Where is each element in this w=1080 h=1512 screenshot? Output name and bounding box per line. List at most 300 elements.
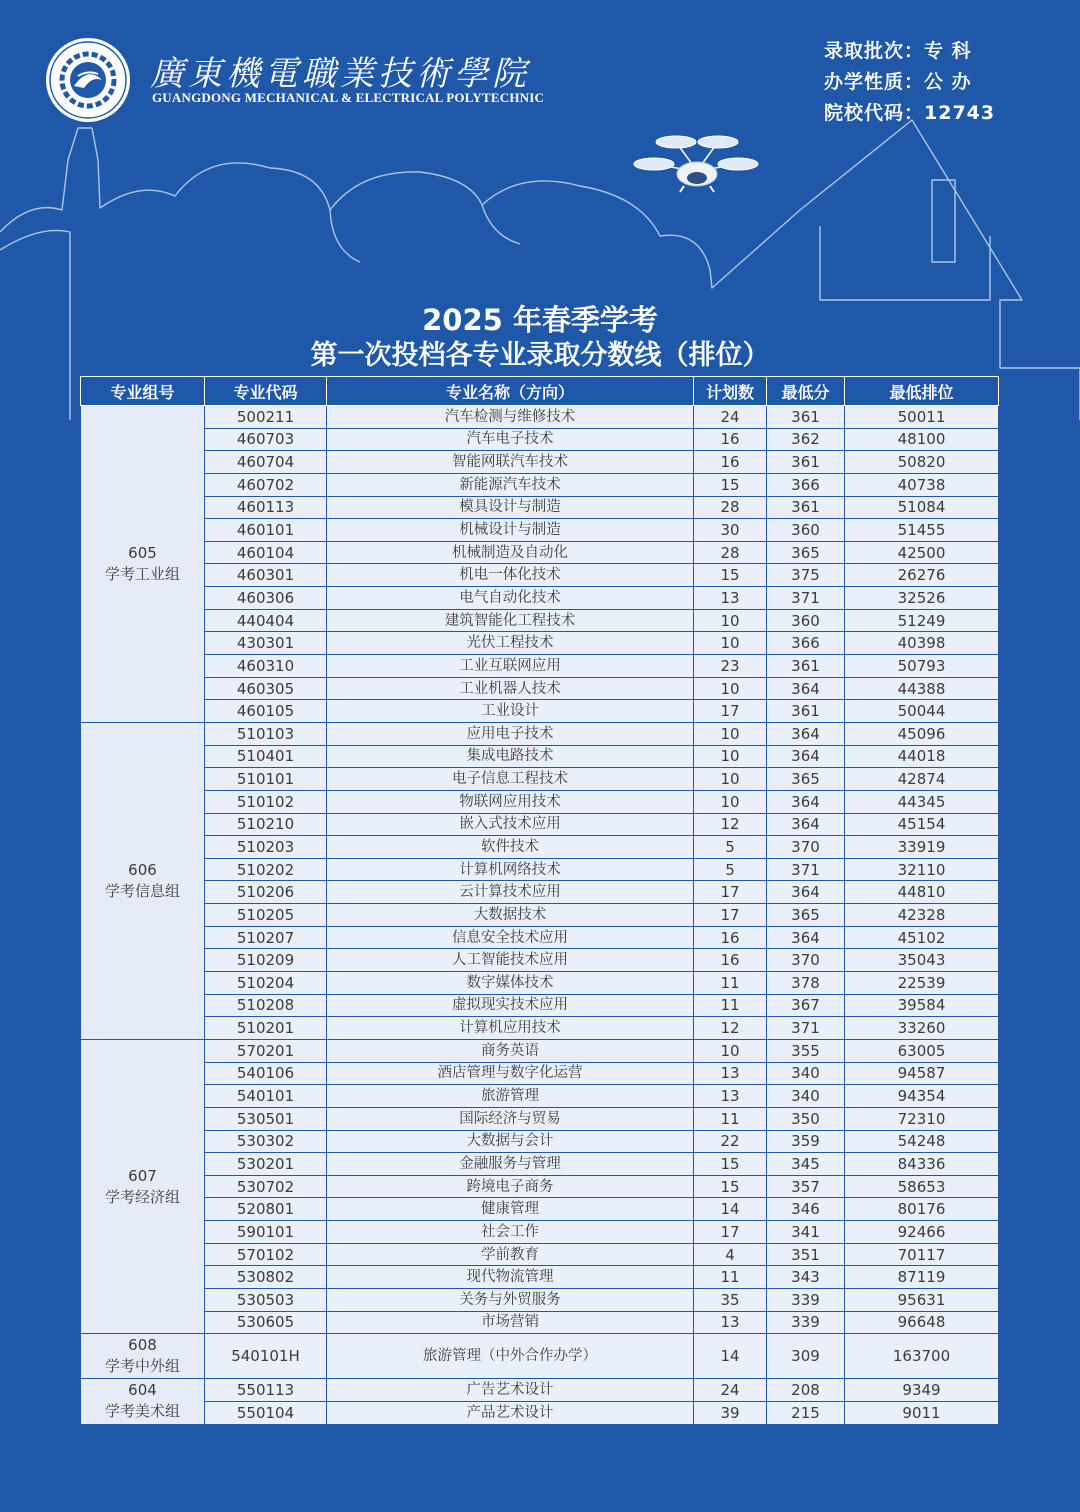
plan-count-cell: 17 <box>694 881 767 904</box>
min-score-cell: 355 <box>767 1039 845 1062</box>
table-row <box>81 994 999 1017</box>
min-rank-cell: 44388 <box>845 677 999 700</box>
major-name-cell: 健康管理 <box>327 1198 694 1221</box>
header-group-code: 专业组号 <box>81 377 205 406</box>
min-score-cell: 365 <box>767 904 845 927</box>
group-code: 605 <box>128 543 157 562</box>
table-row <box>81 1311 999 1334</box>
major-code-cell: 550113 <box>205 1379 327 1402</box>
plan-count-cell: 10 <box>694 677 767 700</box>
plan-count-cell: 24 <box>694 406 767 429</box>
min-rank-cell: 51249 <box>845 609 999 632</box>
min-rank-cell: 32110 <box>845 858 999 881</box>
min-score-cell: 351 <box>767 1243 845 1266</box>
min-score-cell: 364 <box>767 813 845 836</box>
min-rank-cell: 9349 <box>845 1379 999 1402</box>
major-name-cell: 云计算技术应用 <box>327 881 694 904</box>
plan-count-cell: 30 <box>694 519 767 542</box>
min-score-cell: 350 <box>767 1107 845 1130</box>
group-name: 学考工业组 <box>104 564 180 583</box>
table-row <box>81 1085 999 1108</box>
plan-count-cell: 11 <box>694 1107 767 1130</box>
min-score-cell: 364 <box>767 745 845 768</box>
group-name: 学考美术组 <box>104 1402 180 1421</box>
min-rank-cell: 45096 <box>845 722 999 745</box>
admission-info-block <box>824 36 995 129</box>
min-rank-cell: 94587 <box>845 1062 999 1085</box>
table-row <box>81 858 999 881</box>
header-major-code: 专业代码 <box>205 377 327 406</box>
major-name-cell: 汽车电子技术 <box>327 428 694 451</box>
min-rank-cell: 44810 <box>845 881 999 904</box>
min-score-cell: 370 <box>767 836 845 859</box>
major-code-cell: 510209 <box>205 949 327 972</box>
min-rank-cell: 92466 <box>845 1221 999 1244</box>
min-score-cell: 364 <box>767 722 845 745</box>
min-score-cell: 367 <box>767 994 845 1017</box>
plan-count-cell: 16 <box>694 451 767 474</box>
code-value: 12743 <box>924 102 996 124</box>
table-row <box>81 587 999 610</box>
plan-count-cell: 28 <box>694 496 767 519</box>
min-score-cell: 365 <box>767 541 845 564</box>
major-code-cell: 460704 <box>205 451 327 474</box>
major-code-cell: 460310 <box>205 655 327 678</box>
major-code-cell: 510204 <box>205 972 327 995</box>
major-name-cell: 集成电路技术 <box>327 745 694 768</box>
major-code-cell: 590101 <box>205 1221 327 1244</box>
group-code: 604 <box>128 1381 157 1400</box>
min-rank-cell: 42874 <box>845 768 999 791</box>
table-row <box>81 1288 999 1311</box>
min-score-cell: 361 <box>767 406 845 429</box>
min-score-cell: 366 <box>767 473 845 496</box>
min-score-cell: 309 <box>767 1334 845 1379</box>
major-code-cell: 520801 <box>205 1198 327 1221</box>
group-name: 学考经济组 <box>104 1187 180 1206</box>
table-row <box>81 1379 999 1402</box>
table-row <box>81 1130 999 1153</box>
min-rank-cell: 51455 <box>845 519 999 542</box>
major-code-cell: 500211 <box>205 406 327 429</box>
min-rank-cell: 42500 <box>845 541 999 564</box>
major-code-cell: 540106 <box>205 1062 327 1085</box>
plan-count-cell: 12 <box>694 1017 767 1040</box>
major-name-cell: 机械设计与制造 <box>327 519 694 542</box>
min-rank-cell: 45154 <box>845 813 999 836</box>
min-score-cell: 362 <box>767 428 845 451</box>
plan-count-cell: 11 <box>694 1266 767 1289</box>
table-row <box>81 1039 999 1062</box>
plan-count-cell: 10 <box>694 790 767 813</box>
major-name-cell: 计算机网络技术 <box>327 858 694 881</box>
table-row <box>81 1401 999 1424</box>
min-score-cell: 364 <box>767 926 845 949</box>
major-code-cell: 510103 <box>205 722 327 745</box>
plan-count-cell: 15 <box>694 1153 767 1176</box>
major-code-cell: 460702 <box>205 473 327 496</box>
plan-count-cell: 10 <box>694 745 767 768</box>
major-code-cell: 460305 <box>205 677 327 700</box>
min-rank-cell: 50793 <box>845 655 999 678</box>
plan-count-cell: 12 <box>694 813 767 836</box>
major-name-cell: 旅游管理 <box>327 1085 694 1108</box>
table-row <box>81 836 999 859</box>
plan-count-cell: 39 <box>694 1401 767 1424</box>
table-row <box>81 655 999 678</box>
major-name-cell: 广告艺术设计 <box>327 1379 694 1402</box>
plan-count-cell: 14 <box>694 1334 767 1379</box>
min-rank-cell: 40398 <box>845 632 999 655</box>
batch-info <box>824 36 995 67</box>
min-score-cell: 341 <box>767 1221 845 1244</box>
table-row <box>81 1153 999 1176</box>
major-name-cell: 关务与外贸服务 <box>327 1288 694 1311</box>
major-name-cell: 现代物流管理 <box>327 1266 694 1289</box>
major-name-cell: 计算机应用技术 <box>327 1017 694 1040</box>
major-code-cell: 510203 <box>205 836 327 859</box>
nature-info <box>824 67 995 98</box>
major-name-cell: 智能网联汽车技术 <box>327 451 694 474</box>
min-rank-cell: 9011 <box>845 1401 999 1424</box>
plan-count-cell: 10 <box>694 1039 767 1062</box>
plan-count-cell: 11 <box>694 994 767 1017</box>
min-rank-cell: 48100 <box>845 428 999 451</box>
min-score-cell: 346 <box>767 1198 845 1221</box>
plan-count-cell: 15 <box>694 473 767 496</box>
table-row <box>81 428 999 451</box>
plan-count-cell: 16 <box>694 949 767 972</box>
table-row <box>81 1334 999 1379</box>
min-score-cell: 361 <box>767 451 845 474</box>
major-name-cell: 光伏工程技术 <box>327 632 694 655</box>
table-row <box>81 1107 999 1130</box>
table-header-row <box>81 377 999 406</box>
group-cell <box>81 406 205 723</box>
plan-count-cell: 10 <box>694 609 767 632</box>
major-code-cell: 540101 <box>205 1085 327 1108</box>
major-name-cell: 产品艺术设计 <box>327 1401 694 1424</box>
table-row <box>81 700 999 723</box>
min-score-cell: 364 <box>767 790 845 813</box>
major-name-cell: 学前教育 <box>327 1243 694 1266</box>
table-row <box>81 745 999 768</box>
plan-count-cell: 10 <box>694 632 767 655</box>
min-score-cell: 339 <box>767 1288 845 1311</box>
min-rank-cell: 42328 <box>845 904 999 927</box>
min-score-cell: 345 <box>767 1153 845 1176</box>
plan-count-cell: 13 <box>694 1311 767 1334</box>
major-code-cell: 460113 <box>205 496 327 519</box>
major-code-cell: 530802 <box>205 1266 327 1289</box>
major-name-cell: 汽车检测与维修技术 <box>327 406 694 429</box>
plan-count-cell: 23 <box>694 655 767 678</box>
major-name-cell: 大数据与会计 <box>327 1130 694 1153</box>
major-name-cell: 软件技术 <box>327 836 694 859</box>
group-cell <box>81 1334 205 1379</box>
group-cell <box>81 1039 205 1333</box>
major-code-cell: 530503 <box>205 1288 327 1311</box>
table-row <box>81 1017 999 1040</box>
table-row <box>81 519 999 542</box>
min-rank-cell: 50044 <box>845 700 999 723</box>
group-cell <box>81 722 205 1039</box>
major-code-cell: 510208 <box>205 994 327 1017</box>
major-code-cell: 460104 <box>205 541 327 564</box>
group-name: 学考信息组 <box>104 881 180 900</box>
nature-value: 公 办 <box>924 71 972 93</box>
major-name-cell: 商务英语 <box>327 1039 694 1062</box>
table-row <box>81 677 999 700</box>
table-row <box>81 406 999 429</box>
min-rank-cell: 35043 <box>845 949 999 972</box>
min-score-cell: 378 <box>767 972 845 995</box>
min-score-cell: 371 <box>767 1017 845 1040</box>
major-code-cell: 460101 <box>205 519 327 542</box>
plan-count-cell: 17 <box>694 904 767 927</box>
table-row <box>81 564 999 587</box>
table-row <box>81 790 999 813</box>
min-rank-cell: 22539 <box>845 972 999 995</box>
min-rank-cell: 51084 <box>845 496 999 519</box>
major-code-cell: 570102 <box>205 1243 327 1266</box>
major-name-cell: 跨境电子商务 <box>327 1175 694 1198</box>
plan-count-cell: 10 <box>694 768 767 791</box>
major-name-cell: 旅游管理（中外合作办学） <box>327 1334 694 1379</box>
min-rank-cell: 33919 <box>845 836 999 859</box>
major-code-cell: 510210 <box>205 813 327 836</box>
min-score-cell: 361 <box>767 496 845 519</box>
min-rank-cell: 63005 <box>845 1039 999 1062</box>
header-major-name: 专业名称（方向） <box>327 377 694 406</box>
table-row <box>81 496 999 519</box>
min-rank-cell: 58653 <box>845 1175 999 1198</box>
table-row <box>81 541 999 564</box>
min-rank-cell: 44018 <box>845 745 999 768</box>
major-code-cell: 440404 <box>205 609 327 632</box>
group-code: 607 <box>128 1166 157 1185</box>
plan-count-cell: 13 <box>694 1085 767 1108</box>
major-code-cell: 550104 <box>205 1401 327 1424</box>
major-code-cell: 510201 <box>205 1017 327 1040</box>
major-code-cell: 510101 <box>205 768 327 791</box>
major-name-cell: 物联网应用技术 <box>327 790 694 813</box>
major-name-cell: 数字媒体技术 <box>327 972 694 995</box>
title-line-1: 2025 年春季学考 <box>422 303 658 337</box>
major-name-cell: 工业机器人技术 <box>327 677 694 700</box>
major-code-cell: 510207 <box>205 926 327 949</box>
major-code-cell: 510102 <box>205 790 327 813</box>
min-rank-cell: 96648 <box>845 1311 999 1334</box>
table-row <box>81 1266 999 1289</box>
major-code-cell: 460703 <box>205 428 327 451</box>
table-row <box>81 1175 999 1198</box>
batch-label: 录取批次： <box>824 40 925 62</box>
major-code-cell: 460306 <box>205 587 327 610</box>
min-score-cell: 340 <box>767 1062 845 1085</box>
major-code-cell: 570201 <box>205 1039 327 1062</box>
plan-count-cell: 28 <box>694 541 767 564</box>
min-rank-cell: 50820 <box>845 451 999 474</box>
plan-count-cell: 5 <box>694 858 767 881</box>
plan-count-cell: 15 <box>694 1175 767 1198</box>
table-row <box>81 1198 999 1221</box>
table-row <box>81 1243 999 1266</box>
table-row <box>81 722 999 745</box>
major-name-cell: 新能源汽车技术 <box>327 473 694 496</box>
min-rank-cell: 45102 <box>845 926 999 949</box>
table-row <box>81 473 999 496</box>
min-score-cell: 371 <box>767 587 845 610</box>
major-name-cell: 社会工作 <box>327 1221 694 1244</box>
code-label: 院校代码： <box>824 102 925 124</box>
min-rank-cell: 44345 <box>845 790 999 813</box>
major-code-cell: 510206 <box>205 881 327 904</box>
school-name-english: GUANGDONG MECHANICAL & ELECTRICAL POLYTECHNIC <box>152 90 545 105</box>
min-score-cell: 365 <box>767 768 845 791</box>
plan-count-cell: 17 <box>694 700 767 723</box>
major-name-cell: 建筑智能化工程技术 <box>327 609 694 632</box>
major-name-cell: 人工智能技术应用 <box>327 949 694 972</box>
batch-value: 专 科 <box>924 40 972 62</box>
min-score-cell: 360 <box>767 519 845 542</box>
major-code-cell: 530501 <box>205 1107 327 1130</box>
min-rank-cell: 70117 <box>845 1243 999 1266</box>
group-name: 学考中外组 <box>104 1357 180 1376</box>
plan-count-cell: 35 <box>694 1288 767 1311</box>
drone-illustration <box>632 130 762 194</box>
major-name-cell: 国际经济与贸易 <box>327 1107 694 1130</box>
plan-count-cell: 16 <box>694 926 767 949</box>
min-rank-cell: 163700 <box>845 1334 999 1379</box>
min-rank-cell: 87119 <box>845 1266 999 1289</box>
major-name-cell: 电气自动化技术 <box>327 587 694 610</box>
major-name-cell: 电子信息工程技术 <box>327 768 694 791</box>
major-name-cell: 应用电子技术 <box>327 722 694 745</box>
college-logo <box>44 36 132 124</box>
min-rank-cell: 40738 <box>845 473 999 496</box>
code-info <box>824 98 995 129</box>
major-code-cell: 530605 <box>205 1311 327 1334</box>
major-name-cell: 酒店管理与数字化运营 <box>327 1062 694 1085</box>
table-row <box>81 813 999 836</box>
plan-count-cell: 22 <box>694 1130 767 1153</box>
major-name-cell: 机电一体化技术 <box>327 564 694 587</box>
plan-count-cell: 15 <box>694 564 767 587</box>
table-body <box>81 406 999 1425</box>
major-code-cell: 510401 <box>205 745 327 768</box>
min-rank-cell: 32526 <box>845 587 999 610</box>
title-line-2: 第一次投档各专业录取分数线（排位） <box>310 340 770 371</box>
major-code-cell: 530201 <box>205 1153 327 1176</box>
major-code-cell: 510205 <box>205 904 327 927</box>
min-rank-cell: 94354 <box>845 1085 999 1108</box>
major-code-cell: 460301 <box>205 564 327 587</box>
min-rank-cell: 54248 <box>845 1130 999 1153</box>
table-row <box>81 1221 999 1244</box>
major-code-cell: 460105 <box>205 700 327 723</box>
header-min-score: 最低分 <box>767 377 845 406</box>
table-row <box>81 1062 999 1085</box>
major-name-cell: 工业设计 <box>327 700 694 723</box>
plan-count-cell: 5 <box>694 836 767 859</box>
major-name-cell: 信息安全技术应用 <box>327 926 694 949</box>
major-name-cell: 机械制造及自动化 <box>327 541 694 564</box>
group-cell <box>81 1379 205 1424</box>
plan-count-cell: 24 <box>694 1379 767 1402</box>
min-score-cell: 361 <box>767 655 845 678</box>
nature-label: 办学性质： <box>824 71 925 93</box>
min-score-cell: 366 <box>767 632 845 655</box>
major-name-cell: 金融服务与管理 <box>327 1153 694 1176</box>
min-score-cell: 357 <box>767 1175 845 1198</box>
table-row <box>81 972 999 995</box>
table-row <box>81 904 999 927</box>
header-min-rank: 最低排位 <box>845 377 999 406</box>
group-code: 608 <box>128 1336 157 1355</box>
plan-count-cell: 14 <box>694 1198 767 1221</box>
major-name-cell: 模具设计与制造 <box>327 496 694 519</box>
major-code-cell: 530302 <box>205 1130 327 1153</box>
min-rank-cell: 72310 <box>845 1107 999 1130</box>
min-score-cell: 364 <box>767 677 845 700</box>
plan-count-cell: 11 <box>694 972 767 995</box>
min-score-cell: 215 <box>767 1401 845 1424</box>
school-name-chinese: 廣東機電職業技術學院 <box>150 54 530 94</box>
min-rank-cell: 26276 <box>845 564 999 587</box>
min-score-cell: 340 <box>767 1085 845 1108</box>
min-rank-cell: 50011 <box>845 406 999 429</box>
min-score-cell: 375 <box>767 564 845 587</box>
min-score-cell: 360 <box>767 609 845 632</box>
header-plan-count: 计划数 <box>694 377 767 406</box>
major-name-cell: 虚拟现实技术应用 <box>327 994 694 1017</box>
major-code-cell: 540101H <box>205 1334 327 1379</box>
plan-count-cell: 4 <box>694 1243 767 1266</box>
min-rank-cell: 95631 <box>845 1288 999 1311</box>
min-rank-cell: 80176 <box>845 1198 999 1221</box>
table-row <box>81 881 999 904</box>
min-rank-cell: 39584 <box>845 994 999 1017</box>
min-score-cell: 359 <box>767 1130 845 1153</box>
table-row <box>81 949 999 972</box>
plan-count-cell: 10 <box>694 722 767 745</box>
table-row <box>81 609 999 632</box>
min-score-cell: 339 <box>767 1311 845 1334</box>
plan-count-cell: 13 <box>694 1062 767 1085</box>
plan-count-cell: 17 <box>694 1221 767 1244</box>
min-score-cell: 371 <box>767 858 845 881</box>
admission-score-table <box>80 376 999 1425</box>
major-name-cell: 嵌入式技术应用 <box>327 813 694 836</box>
plan-count-cell: 16 <box>694 428 767 451</box>
min-score-cell: 364 <box>767 881 845 904</box>
table-row <box>81 632 999 655</box>
group-code: 606 <box>128 860 157 879</box>
table-row <box>81 768 999 791</box>
major-code-cell: 530702 <box>205 1175 327 1198</box>
min-score-cell: 343 <box>767 1266 845 1289</box>
major-code-cell: 430301 <box>205 632 327 655</box>
min-score-cell: 208 <box>767 1379 845 1402</box>
major-name-cell: 工业互联网应用 <box>327 655 694 678</box>
min-score-cell: 361 <box>767 700 845 723</box>
major-code-cell: 510202 <box>205 858 327 881</box>
plan-count-cell: 13 <box>694 587 767 610</box>
table-row <box>81 926 999 949</box>
major-name-cell: 大数据技术 <box>327 904 694 927</box>
min-rank-cell: 33260 <box>845 1017 999 1040</box>
